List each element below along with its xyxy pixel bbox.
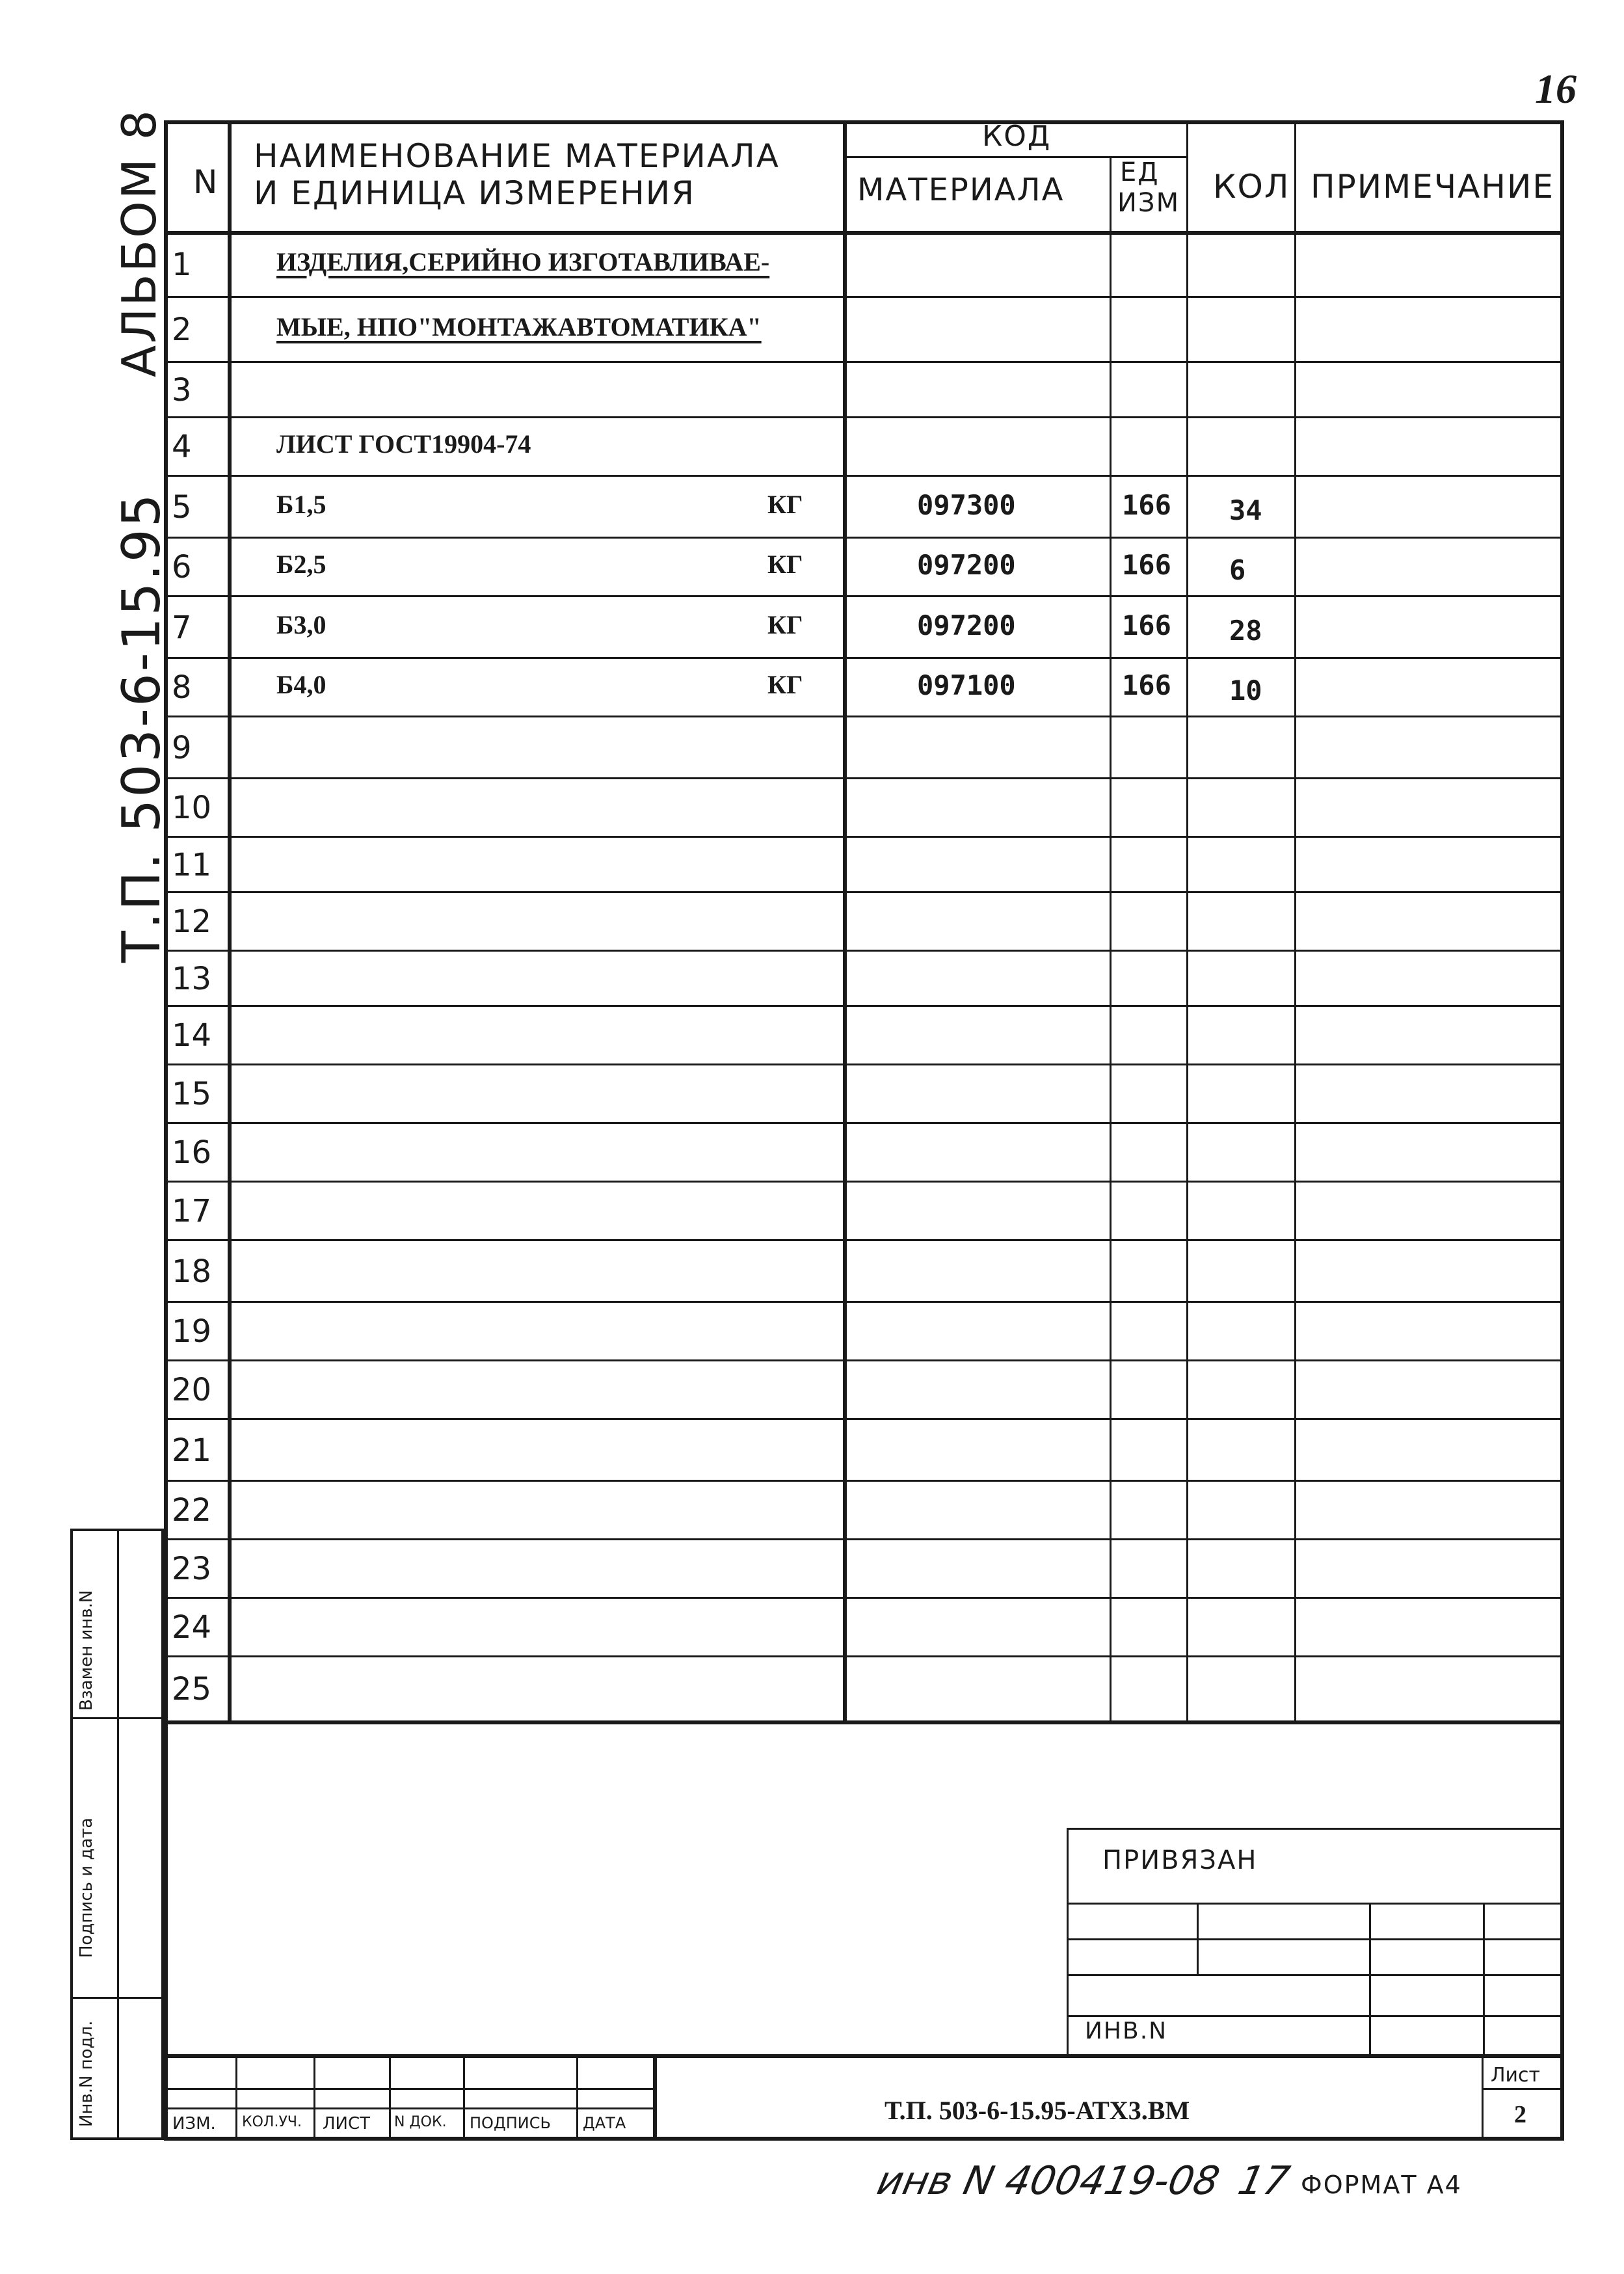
handwritten-number: 17 xyxy=(1234,2158,1294,2204)
row-qty: 10 xyxy=(1229,675,1262,706)
grid-line xyxy=(164,716,1564,717)
row-number: 5 xyxy=(172,488,192,526)
row-number: 1 xyxy=(172,247,192,283)
grid-line xyxy=(164,1301,1564,1303)
header-name-line1: НАИМЕНОВАНИЕ МАТЕРИАЛА xyxy=(254,137,780,175)
tb-sheet-number: 2 xyxy=(1514,2101,1526,2128)
row-unit: КГ xyxy=(767,609,803,639)
row-qty: 34 xyxy=(1229,494,1262,526)
grid-line xyxy=(164,1005,1564,1007)
row-number: 18 xyxy=(172,1253,212,1290)
grid-line xyxy=(164,836,1564,838)
row-name: Б3,0 xyxy=(276,609,326,639)
row-number: 22 xyxy=(172,1492,212,1529)
row-unit: КГ xyxy=(767,670,803,699)
header-qty: КОЛ xyxy=(1213,168,1290,206)
stamp-vzamen: Взамен инв.N xyxy=(77,1590,96,1711)
row-number: 6 xyxy=(172,549,192,585)
grid-line xyxy=(164,1418,1564,1420)
row-code: 097100 xyxy=(917,669,1016,701)
row-name: Б2,5 xyxy=(276,550,326,579)
row-name: МЫЕ, НПО"МОНТАЖАВТОМАТИКА" xyxy=(276,312,762,341)
grid-line xyxy=(228,120,232,1720)
page-number: 16 xyxy=(1535,66,1577,112)
row-number: 9 xyxy=(172,729,192,766)
grid-line xyxy=(1294,120,1296,1720)
header-unit-line2: ИЗМ xyxy=(1117,188,1180,218)
grid-line xyxy=(164,1181,1564,1183)
grid-line xyxy=(164,296,1564,298)
grid-line xyxy=(843,156,1186,158)
grid-line xyxy=(164,416,1564,418)
header-unit-line1: ЕД xyxy=(1120,157,1160,187)
grid-line xyxy=(164,891,1564,893)
row-name: Б4,0 xyxy=(276,670,326,699)
tb-col-podpis: ПОДПИСЬ xyxy=(470,2114,551,2132)
row-number: 19 xyxy=(172,1313,212,1350)
row-number: 23 xyxy=(172,1551,212,1587)
grid-line xyxy=(164,361,1564,363)
row-name: ЛИСТ ГОСТ19904-74 xyxy=(276,429,531,459)
grid-line xyxy=(164,1122,1564,1124)
row-number: 17 xyxy=(172,1193,212,1229)
grid-line xyxy=(164,231,1564,235)
grid-line xyxy=(164,777,1564,779)
row-ed: 166 xyxy=(1122,488,1171,521)
row-number: 7 xyxy=(172,609,192,646)
tb-sheet-label: Лист xyxy=(1491,2064,1541,2087)
grid-line xyxy=(164,595,1564,597)
grid-line xyxy=(164,1239,1564,1241)
row-number: 3 xyxy=(172,371,192,408)
tb-col-koluch: КОЛ.УЧ. xyxy=(242,2114,302,2130)
row-name: Б1,5 xyxy=(276,489,326,519)
row-ed: 166 xyxy=(1122,609,1171,641)
row-unit: КГ xyxy=(767,550,803,579)
header-note: ПРИМЕЧАНИЕ xyxy=(1311,168,1554,206)
grid-line xyxy=(164,475,1564,477)
grid-line xyxy=(1110,156,1112,1720)
row-number: 21 xyxy=(172,1432,212,1469)
row-number: 10 xyxy=(172,790,212,826)
row-number: 16 xyxy=(172,1134,212,1171)
row-number: 20 xyxy=(172,1372,212,1408)
tb-col-ndok: N ДОК. xyxy=(394,2114,447,2130)
grid-line xyxy=(843,120,847,1720)
row-number: 14 xyxy=(172,1017,212,1054)
grid-line xyxy=(164,1538,1564,1540)
row-code: 097200 xyxy=(917,609,1016,641)
row-code: 097300 xyxy=(917,488,1016,521)
row-number: 24 xyxy=(172,1609,212,1646)
format-label: ФОРМАТ А4 xyxy=(1301,2171,1462,2199)
row-number: 12 xyxy=(172,903,212,940)
grid-line xyxy=(164,1480,1564,1482)
grid-line xyxy=(164,1063,1564,1065)
row-qty: 28 xyxy=(1229,614,1262,647)
header-name-line2: И ЕДИНИЦА ИЗМЕРЕНИЯ xyxy=(254,174,695,212)
row-ed: 166 xyxy=(1122,549,1171,581)
header-n: N xyxy=(193,163,219,201)
row-number: 25 xyxy=(172,1671,212,1707)
row-number: 15 xyxy=(172,1076,212,1112)
row-code: 097200 xyxy=(917,549,1016,581)
tb-designation: Т.П. 503-6-15.95-АТХ3.ВМ xyxy=(885,2096,1190,2125)
grid-line xyxy=(1186,120,1188,1720)
binding-inv-n: ИНВ.N xyxy=(1085,2018,1168,2044)
side-label-project: Т.П. 503-6-15.95 xyxy=(111,492,172,963)
grid-line xyxy=(164,950,1564,952)
grid-line xyxy=(164,1655,1564,1657)
side-label-album: АЛЬБОМ 8 xyxy=(112,108,166,377)
row-number: 8 xyxy=(172,669,192,706)
grid-line xyxy=(164,1597,1564,1599)
row-name: ИЗДЕЛИЯ,СЕРИЙНО ИЗГОТАВЛИВАЕ- xyxy=(276,247,770,276)
drawing-frame xyxy=(164,120,1564,2141)
header-code-group: КОД xyxy=(982,120,1052,153)
tb-col-data: ДАТА xyxy=(583,2114,626,2132)
row-qty: 6 xyxy=(1229,554,1246,586)
stamp-podpis: Подпись и дата xyxy=(77,1817,96,1958)
tb-col-izm: ИЗМ. xyxy=(172,2114,216,2134)
grid-line xyxy=(164,1720,1564,1724)
row-number: 11 xyxy=(172,846,212,883)
row-number: 2 xyxy=(172,312,192,348)
row-number: 4 xyxy=(172,429,192,465)
grid-line xyxy=(164,657,1564,659)
row-number: 13 xyxy=(172,960,212,997)
row-unit: КГ xyxy=(767,489,803,519)
grid-line xyxy=(164,537,1564,539)
header-code-material: МАТЕРИАЛА xyxy=(857,172,1065,208)
binding-privyazan: ПРИВЯЗАН xyxy=(1102,1845,1258,1875)
row-ed: 166 xyxy=(1122,669,1171,701)
grid-line xyxy=(164,1359,1564,1361)
tb-col-list: ЛИСТ xyxy=(323,2114,371,2134)
stamp-inv-podl: Инв.N подл. xyxy=(77,2020,96,2127)
handwritten-inventory: инв N 400419-08 xyxy=(873,2158,1224,2204)
